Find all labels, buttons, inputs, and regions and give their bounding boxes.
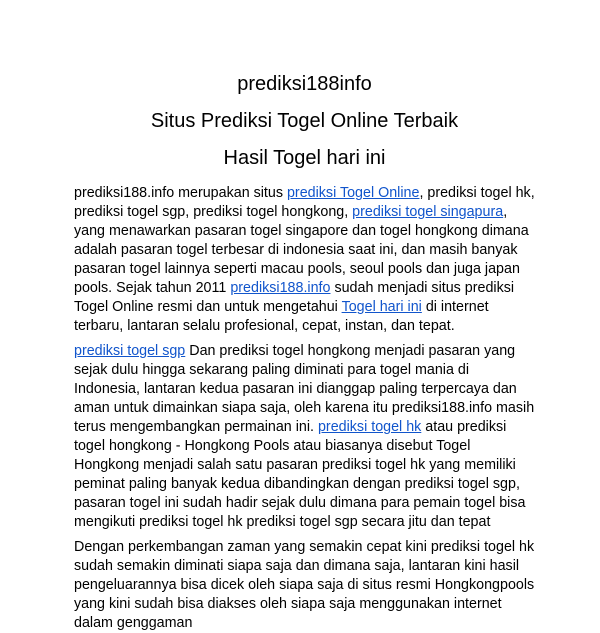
paragraph-text: Dan prediksi togel hongkong menjadi pasaran yang sejak dulu hingga sekarang paling diminati para togel mania di Indonesia, lantaran kedua pasaran ini dianggap paling terpercaya dan aman untuk dimainkan siapa saja, oleh karena itu prediksi188.info masih terus mengembangkan permainan ini.: [74, 343, 535, 435]
content: [74, 184, 535, 633]
paragraph-text: Dengan perkembangan zaman yang semakin cepat kini prediksi togel hk sudah semakin diminati siapa saja dan dimana saja, lantaran kini hasil pengeluarannya bisa dicek oleh siapa saja di situs resmi Hongkongpools yang kini sudah bisa diakses oleh siapa saja menggunakan internet dalam genggaman: [74, 539, 535, 631]
paragraph-text: , yang menawarkan pasaran togel singapore dan togel hongkong dimana adalah pasaran togel terbesar di indonesia saat ini, dan masih banyak pasaran togel lainnya seperti macau pools, seoul pools dan juga japan pools. Sejak tahun 2011: [74, 204, 529, 296]
paragraph-text: atau prediksi togel hongkong - Hongkong Pools atau biasanya disebut Togel Hongkong menjadi salah satu pasaran prediksi togel hk yang memiliki peminat paling banyak kedua dibandingkan dengan prediksi togel sgp, pasaran togel ini sudah hadir sejak dulu dimana para pemain togel bisa mengikuti prediksi togel hk prediksi togel sgp secara jitu dan tepat: [74, 419, 526, 530]
inline-link[interactable]: prediksi togel hk: [317, 419, 422, 435]
page-subtitle-1: Situs Prediksi Togel Online Terbaik: [150, 110, 459, 132]
page-subtitle-2: Hasil Togel hari ini: [223, 147, 386, 169]
inline-link[interactable]: prediksi togel sgp: [74, 343, 186, 359]
inline-link[interactable]: Togel hari ini: [341, 299, 422, 315]
paragraph-text: sudah menjadi situs prediksi Togel Online resmi dan untuk mengetahui: [74, 280, 515, 315]
inline-link[interactable]: prediksi188.info: [230, 280, 331, 296]
page-title: prediksi188info: [237, 73, 372, 95]
paragraph-text: , prediksi togel hk, prediksi togel sgp, prediksi togel hongkong,: [74, 185, 535, 220]
paragraph-text: di internet terbaru, lantaran selalu profesional, cepat, instan, dan tepat.: [74, 299, 489, 334]
body-paragraph: [74, 184, 535, 336]
body-paragraph: [74, 538, 535, 633]
paragraph-text: prediksi188.info merupakan situs: [74, 185, 287, 201]
inline-link[interactable]: prediksi Togel Online: [286, 185, 420, 201]
document-page: [74, 0, 535, 633]
inline-link[interactable]: prediksi togel singapura: [352, 204, 504, 220]
body-paragraph: [74, 342, 535, 532]
